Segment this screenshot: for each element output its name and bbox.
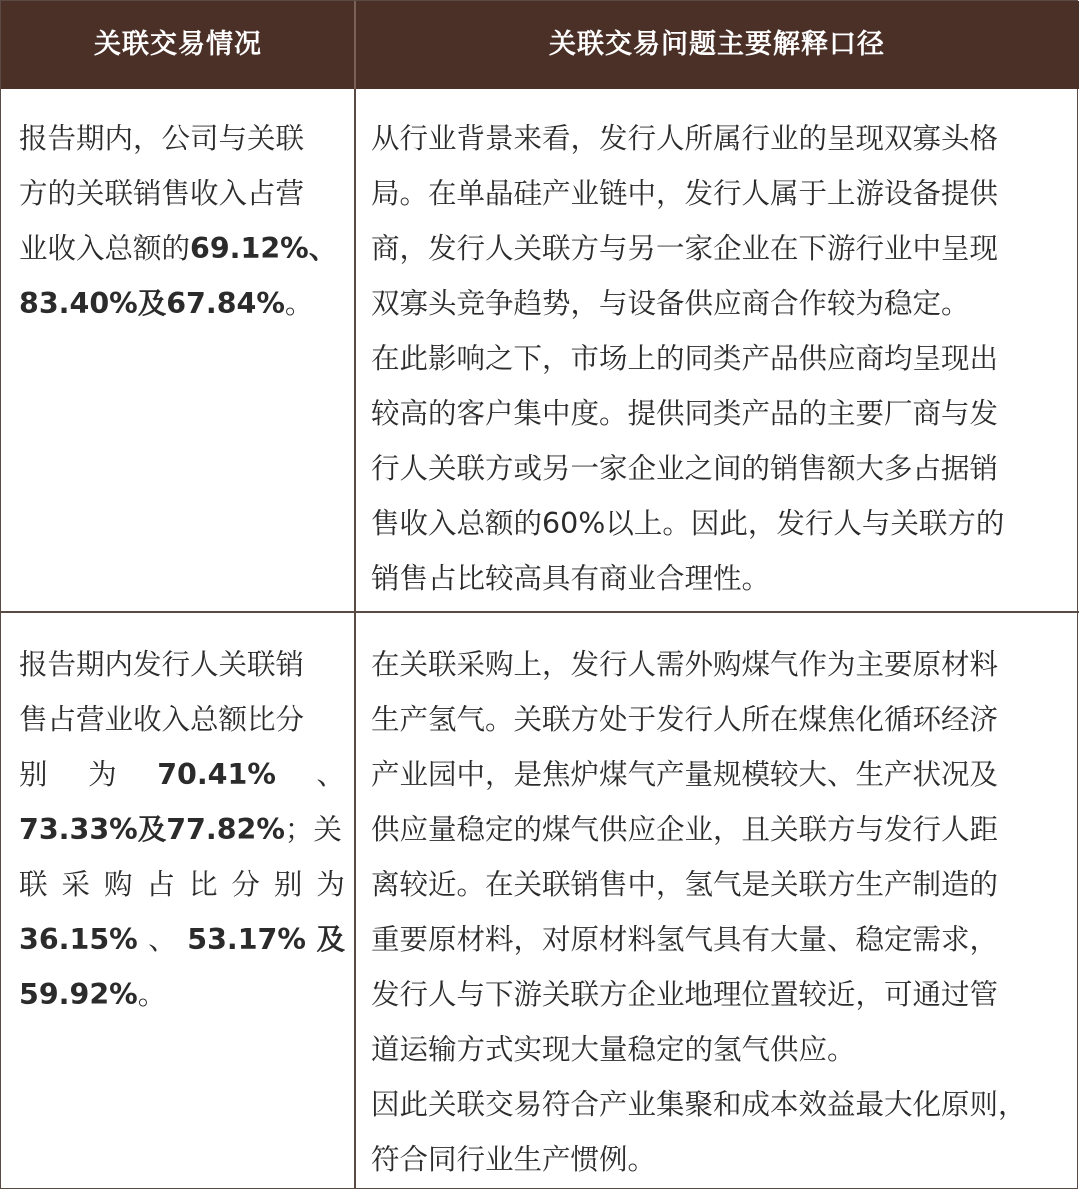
explanation-line: 产业园中，是焦炉煤气产量规模较大、生产状况及 (371, 758, 999, 791)
text-run: ；关 (284, 813, 342, 846)
text-run: 比 (188, 868, 218, 901)
explanation-line: 道运输方式实现大量稳定的氢气供应。 (371, 1033, 856, 1066)
bold-figure: 70.41% (157, 758, 276, 791)
row-divider (1, 611, 1079, 613)
situation-line (19, 857, 345, 912)
text-run: 售占营业收入总额比分 (19, 703, 305, 736)
row2-situation (19, 637, 345, 1022)
explanation-line: 离较近。在关联销售中，氢气是关联方生产制造的 (371, 868, 999, 901)
explanation-line: 在关联采购上，发行人需外购煤气作为主要原材料 (371, 648, 999, 681)
text-run: 别 (273, 868, 303, 901)
text-run: 。 (137, 978, 167, 1011)
situation-line (19, 111, 345, 166)
bold-figure: 73.33%及77.82% (19, 813, 285, 846)
bold-figure: 36.15% (19, 923, 138, 956)
bold-figure: 83.40%及67.84% (19, 287, 285, 320)
situation-line (19, 637, 345, 692)
situation-line (19, 276, 345, 331)
row1-situation (19, 111, 345, 331)
text-run: 报告期内，公司与关联 (19, 122, 305, 155)
explanation-line: 生产氢气。关联方处于发行人所在煤焦化循环经济 (371, 703, 999, 736)
header-situation: 关联交易情况 (94, 29, 262, 60)
table-header (1, 1, 1079, 89)
explanation-line: 从行业背景来看，发行人所属行业的呈现双寡头格 (371, 122, 999, 155)
situation-line (19, 747, 345, 802)
bold-figure: 53.17% (187, 923, 306, 956)
text-run: 采 (61, 868, 90, 901)
row2-explanation (371, 637, 1069, 1187)
situation-line (19, 221, 345, 276)
column-divider (354, 89, 356, 1189)
text-run: 为 (88, 758, 117, 791)
text-run: 、 (148, 923, 177, 956)
explanation-line: 双寡头竞争趋势，与设备供应商合作较为稳定。 (371, 287, 970, 320)
explanation-line: 销售占比较高具有商业合理性。 (371, 562, 771, 595)
text-run: 分 (231, 868, 260, 901)
explanation-line: 售收入总额的60%以上。因此，发行人与关联方的 (371, 507, 1005, 540)
situation-line (19, 967, 345, 1022)
bold-figure: 及 (316, 923, 345, 956)
text-run: 占 (146, 868, 175, 901)
explanation-line: 发行人与下游关联方企业地理位置较近，可通过管 (371, 978, 999, 1011)
explanation-line: 较高的客户集中度。提供同类产品的主要厂商与发 (371, 397, 999, 430)
text-run: 。 (284, 287, 314, 320)
explanation-line: 供应量稳定的煤气供应企业，且关联方与发行人距 (371, 813, 999, 846)
explanation-line: 因此关联交易符合产业集聚和成本效益最大化原则， (371, 1088, 1027, 1121)
situation-line (19, 802, 345, 857)
bold-figure: 59.92% (19, 978, 138, 1011)
situation-line (19, 692, 345, 747)
situation-line (19, 912, 345, 967)
explanation-line: 符合同行业生产惯例。 (371, 1143, 657, 1176)
explanation-line: 在此影响之下，市场上的同类产品供应商均呈现出 (371, 342, 999, 375)
situation-line (19, 166, 345, 221)
explanation-line: 局。在单晶硅产业链中，发行人属于上游设备提供 (371, 177, 999, 210)
text-run: 方的关联销售收入占营 (19, 177, 305, 210)
text-run: 业收入总额的 (19, 232, 191, 265)
text-run: 别 (19, 758, 48, 791)
text-run: 、 (316, 758, 345, 791)
explanation-line: 商，发行人关联方与另一家企业在下游行业中呈现 (371, 232, 999, 265)
bold-figure: 69.12%、 (190, 232, 338, 265)
text-run: 报告期内发行人关联销 (19, 648, 305, 681)
row1-explanation (371, 111, 1069, 606)
header-explanation: 关联交易问题主要解释口径 (549, 29, 885, 60)
text-run: 购 (103, 868, 133, 901)
explanation-line: 重要原材料，对原材料氢气具有大量、稳定需求， (371, 923, 999, 956)
explanation-line: 行人关联方或另一家企业之间的销售额大多占据销 (371, 452, 999, 485)
text-run: 为 (316, 868, 345, 901)
text-run: 联 (19, 868, 48, 901)
